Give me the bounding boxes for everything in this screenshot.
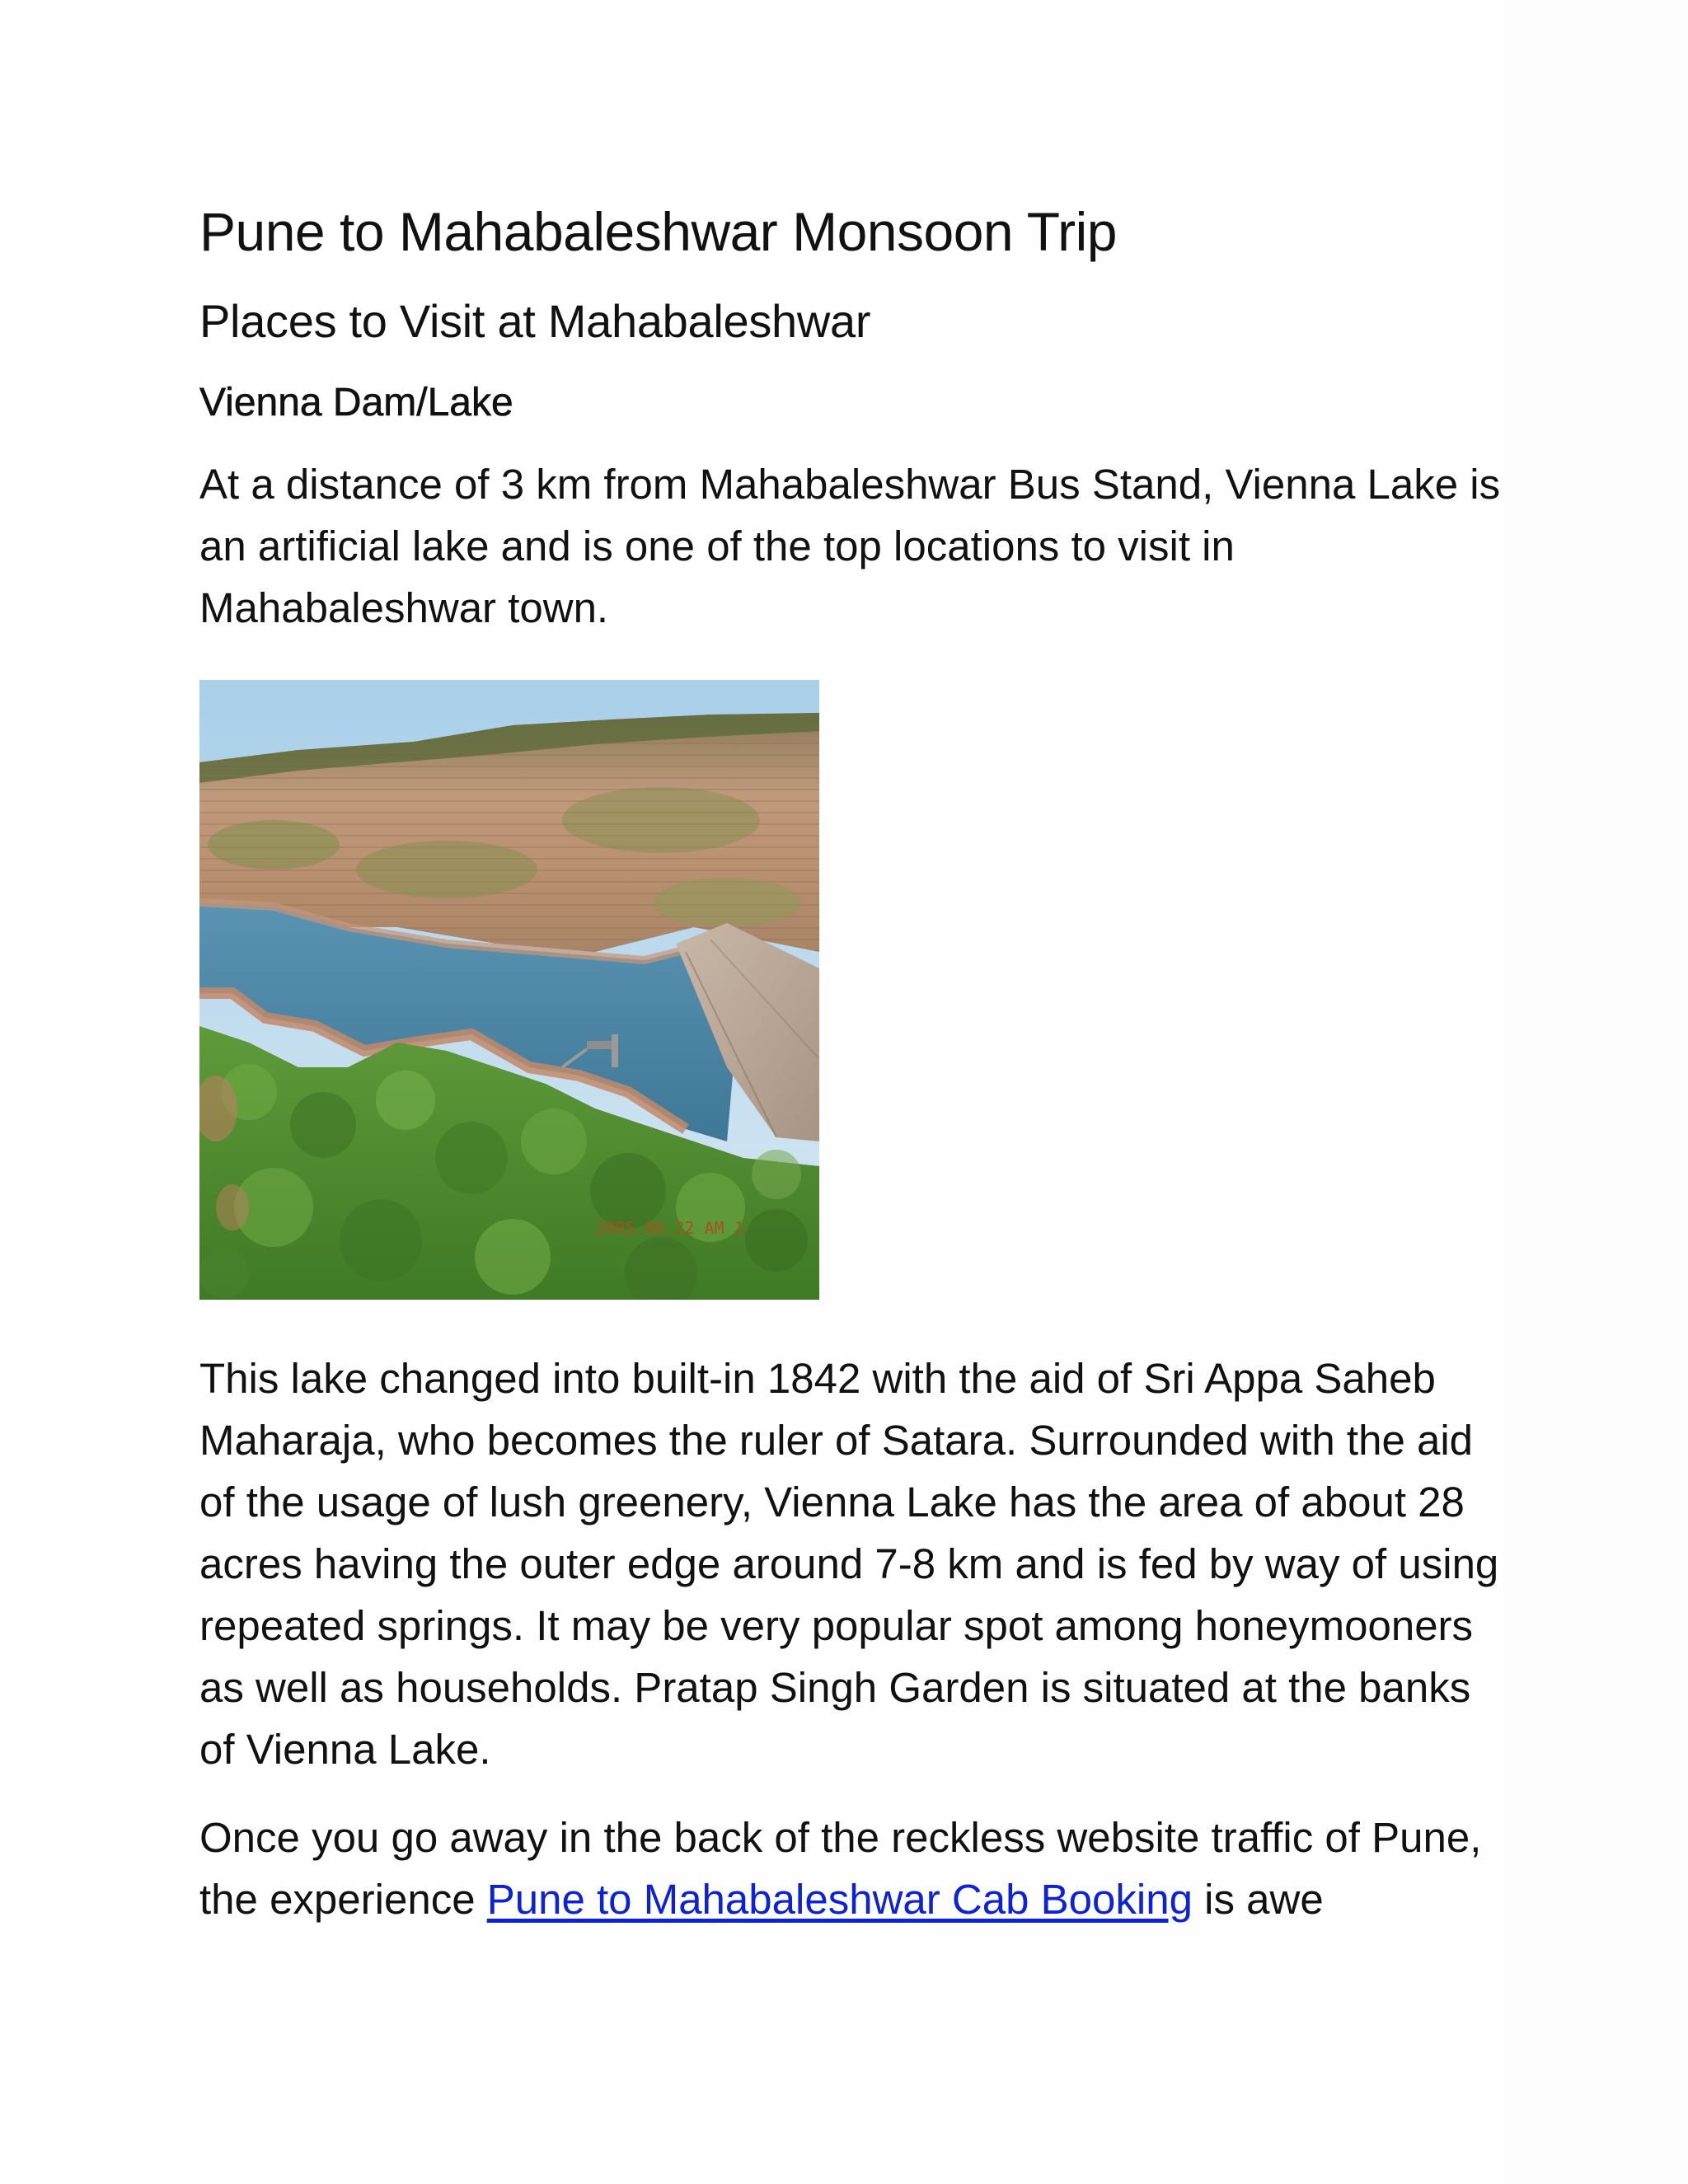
document-content: [199, 194, 1502, 1930]
closing-paragraph: [199, 1807, 1502, 1930]
intro-paragraph: At a distance of 3 km from Mahabaleshwar Bus Stand, Vienna Lake is an artificial lake and is one of the top locations to visit in Mahabaleshwar town.: [199, 461, 1501, 631]
page-title: Pune to Mahabaleshwar Monsoon Trip: [199, 201, 1117, 262]
section-heading: Vienna Dam/Lake: [199, 381, 513, 424]
page-subtitle: Places to Visit at Mahabaleshwar: [199, 295, 871, 347]
closing-text-after-link: is awe: [1192, 1876, 1324, 1923]
closing-text-before-link: Once you go away in the back of the reckless website traffic of Pune, the experience: [199, 1814, 1482, 1923]
photo-date-stamp: 2005.06.22 AM 1: [595, 1218, 744, 1238]
history-paragraph: This lake changed into built-in 1842 with the aid of Sri Appa Saheb Maharaja, who becomes the ruler of Satara. Surrounded with the aid of the usage of lush greenery, Vienna Lake has the area of about 28 acres having the outer edge around 7-8 km and is fed by way of using repeated springs. It may be very popular spot among honeymooners as well as households. Pratap Singh Garden is situated at the banks of Vienna Lake.: [199, 1355, 1499, 1773]
vienna-lake-photo: [199, 680, 819, 1300]
cab-booking-link[interactable]: Pune to Mahabaleshwar Cab Booking: [486, 1876, 1193, 1923]
